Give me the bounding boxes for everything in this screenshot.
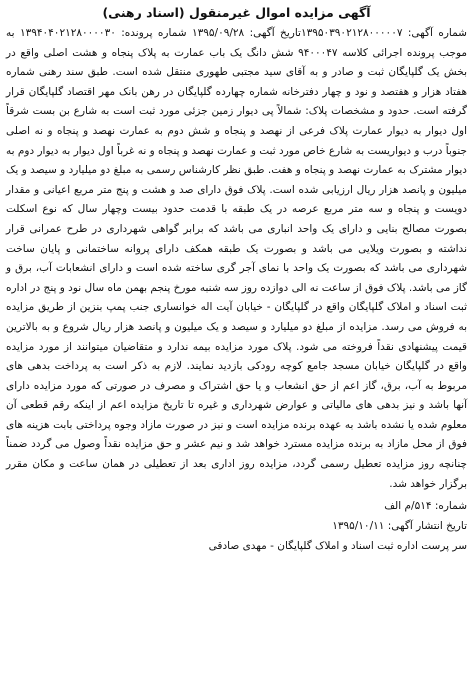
notice-title: آگهی مزایده اموال غیرمنقول (اسناد رهنی) — [102, 5, 371, 20]
signature: سر پرست اداره ثبت اسناد و املاک گلپایگان - مهدی صادقی — [208, 540, 467, 553]
notice-number: شماره: ۵۱۴/م الف — [384, 500, 467, 513]
auction-notice — [6, 4, 467, 556]
notice-footer — [6, 496, 467, 556]
publish-date: تاریخ انتشار آگهی: ۱۳۹۵/۱۰/۱۱ — [332, 520, 467, 533]
notice-body: شماره آگهی: ۱۳۹۵۰۳۹۰۲۱۲۸۰۰۰۰۰۷تاریخ آگهی: ۱۳۹۵/۰۹/۲۸ شماره پرونده: ۱۳۹۴۰۴۰۲۱۲۸۰۰۰۰۳۰ به موجب پرونده اجرائی کلاسه ۹۴۰۰۰۴۷ شش دانگ یک باب عمارت به پلاک پنجاه و هشت اصلی واقع در بخش یک گلپایگان ثبت و صادر و به آقای سید مجتبی طهوری منتقل شده است. طبق سند رهنی شماره هفتاد هزار و هفتصد و نود و چهار دفترخانه شماره چهارده گلپایگان در رهن بانک مهر اقتصاد گلپایگان قرار گرفته است. حدود و مشخصات پلاک: شمالاً پی دیوار زمین جزئی مورد ثبت است به شارع بن بست شرقاً اول دیوار به دیوار عمارت پلاک فرعی از نهصد و پنجاه و شش دوم به عمارت نهصد و پنجاه و نه اصلی جنوباً درب و دیواریست به شارع خاص مورد ثبت و عمارت نهصد و پنجاه و نه غرباً اول دیوار به دیوار دوم به دیوار مشترک به عمارت نهصد و پنجاه و هفت. طبق نظر کارشناس رسمی به مبلغ دو میلیارد و سیصد و یک میلیون و پانصد هزار ریال ارزیابی شده است. پلاک فوق دارای صد و هشت و پنج متر مربع اعیانی و مقدار دویست و پنجاه و سه متر مربع عرصه در یک طبقه با قدمت حدود بیست وچهار سال که نوع اسکلت بصورت مصالح بنایی و دارای یک واحد انباری می باشد که برابر گواهی شهرداری در طرح عمرانی قرار نداشته و بصورت ویلایی می باشد و بصورت یک طبقه همکف دارای پروانه ساختمانی و پایان ساخت شهرداری می باشد که بصورت یک واحد با نمای آجر گری ساخته شده است و دارای انشعابات آب، برق و گاز می باشد. پلاک فوق از ساعت نه الی دوازده روز سه شنبه مورخ پنجم بهمن ماه سال نود و پنج در اداره ثبت اسناد و املاک گلپایگان واقع در گلپایگان - خیابان آیت اله خوانساری جنب پمپ بنزین از طریق مزایده به فروش می رسد. مزایده از مبلغ دو میلیارد و سیصد و یک میلیون و پانصد هزار ریال شروع و به بالاترین قیمت پیشنهادی نقداً فروخته می شود. پلاک مورد مزایده بیمه ندارد و متقاضیان میتوانند از مورد مزایده واقع در گلپایگان خیابان مسجد جامع کوچه رودکی بازدید نمایند. لازم به ذکر است به پرداخت بدهی های مربوط به آب، برق، گاز اعم از حق انشعاب و یا حق اشتراک و مصرف در صورتی که مورد مزایده دارای آنها باشد و نیز بدهی های مالیاتی و عوارض شهرداری و غیره تا تاریخ مزایده اعم از اینکه رقم قطعی آن معلوم شده یا نشده باشد به عهده برنده مزایده است و نیز در صورت مازاد وجوه پرداختی بابت هزینه های فوق از محل مازاد به برنده مزایده مسترد خواهد شد و نیم عشر و حق مزایده نقداً وصول می گردد ضمناً چنانچه روز مزایده تعطیل رسمی گردد، مزایده روز اداری بعد از تعطیلی در همان ساعت و مکان مقرر برگزار خواهد شد. — [5, 27, 468, 490]
